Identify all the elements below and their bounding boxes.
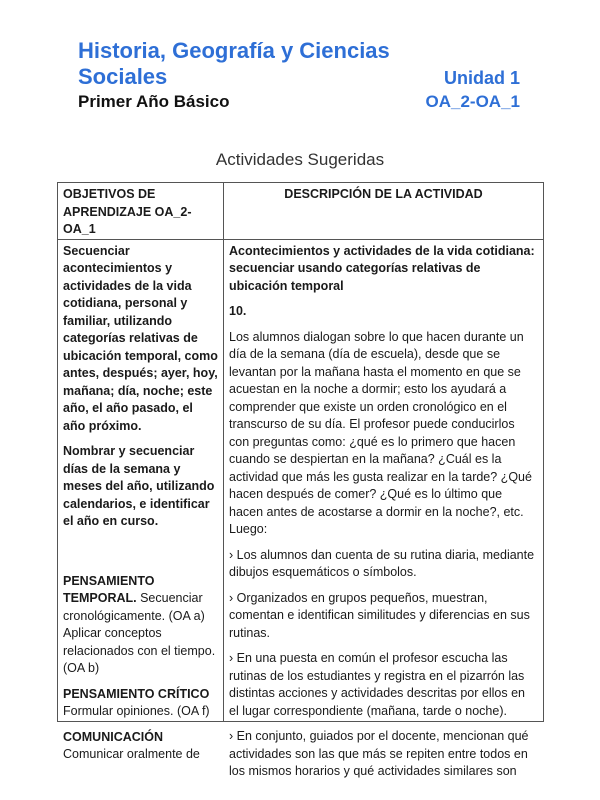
objective-2: Nombrar y secuenciar días de la semana y meses del año, utilizando calendarios, e identificar el año en curso. [63, 444, 215, 528]
objectives-cell [58, 239, 224, 761]
activity-step: › Los alumnos dan cuenta de su rutina diaria, mediante dibujos esquemáticos o símbolos. [229, 547, 535, 579]
oa-code: OA_2-OA_1 [425, 92, 520, 111]
unit-label: Unidad 1 [443, 68, 520, 88]
subject-title-line2: Sociales [78, 64, 168, 89]
section-title: Actividades Sugeridas [215, 150, 385, 169]
activity-title: Acontecimientos y actividades de la vida cotidiana: secuenciar usando categorías relativas de ubicación temporal [229, 243, 535, 293]
objectives-header: OBJETIVOS DE APRENDIZAJE OA_2-OA_1 [58, 183, 224, 240]
table-row [58, 239, 544, 721]
skill-comunicacion: COMUNICACIÓN Comunicar oralmente de [63, 729, 200, 761]
subject-title-line1: Historia, Geografía y Ciencias [78, 38, 390, 63]
skill-critico: PENSAMIENTO CRÍTICO Formular opiniones. (OA f) [63, 686, 210, 718]
objective-1: Secuenciar acontecimientos y actividades de la vida cotidiana, personal y familiar, utilizando categorías relativas de ubicación temporal, como antes, después; ayer, hoy, mañana; día, noche; este año, el año pasado, el año próximo. [63, 243, 218, 433]
activity-step: › En una puesta en común el profesor escucha las rutinas de los estudiantes y registra en el pizarrón las distintas acciones y actividades descritas por ellos en el lugar correspondiente (mañana, tarde o noche). [229, 651, 525, 718]
page-header [78, 38, 520, 112]
activities-table [57, 182, 544, 778]
activity-number: 10. [229, 304, 247, 318]
grade-label: Primer Año Básico [78, 92, 230, 111]
activity-step: › Organizados en grupos pequeños, muestran, comentan e identifican similitudes y diferencias en sus rutinas. [229, 590, 530, 640]
activity-step: › En conjunto, guiados por el docente, mencionan qué actividades son las que más se repiten entre todos en los mismos horarios y qué actividades similares son [229, 729, 529, 778]
description-header: DESCRIPCIÓN DE LA ACTIVIDAD [224, 183, 544, 240]
description-cell [224, 239, 544, 778]
activity-paragraph: Los alumnos dialogan sobre lo que hacen durante un día de la semana (día de escuela), desde que se levantan por la mañana hasta el momento en que se acuestan en la noche a dormir; esto los ayudará a comprender que existe un orden cronológico en el transcurso de su día. El profesor puede conducirlos con preguntas como: ¿qué es lo primero que hacen cuando se despiertan en la mañana? ¿Cuál es la actividad que más les gusta realizar en la tarde? ¿Qué hacen después de comer? ¿Qué es lo último que hacen antes de acostarse a dormir en la noche?, etc. Luego: [229, 329, 532, 536]
table-header-row [58, 183, 544, 240]
skill-temporal: PENSAMIENTO TEMPORAL. Secuenciar cronológicamente. (OA a) Aplicar conceptos relacionados con el tiempo. (OA b) [63, 573, 216, 675]
